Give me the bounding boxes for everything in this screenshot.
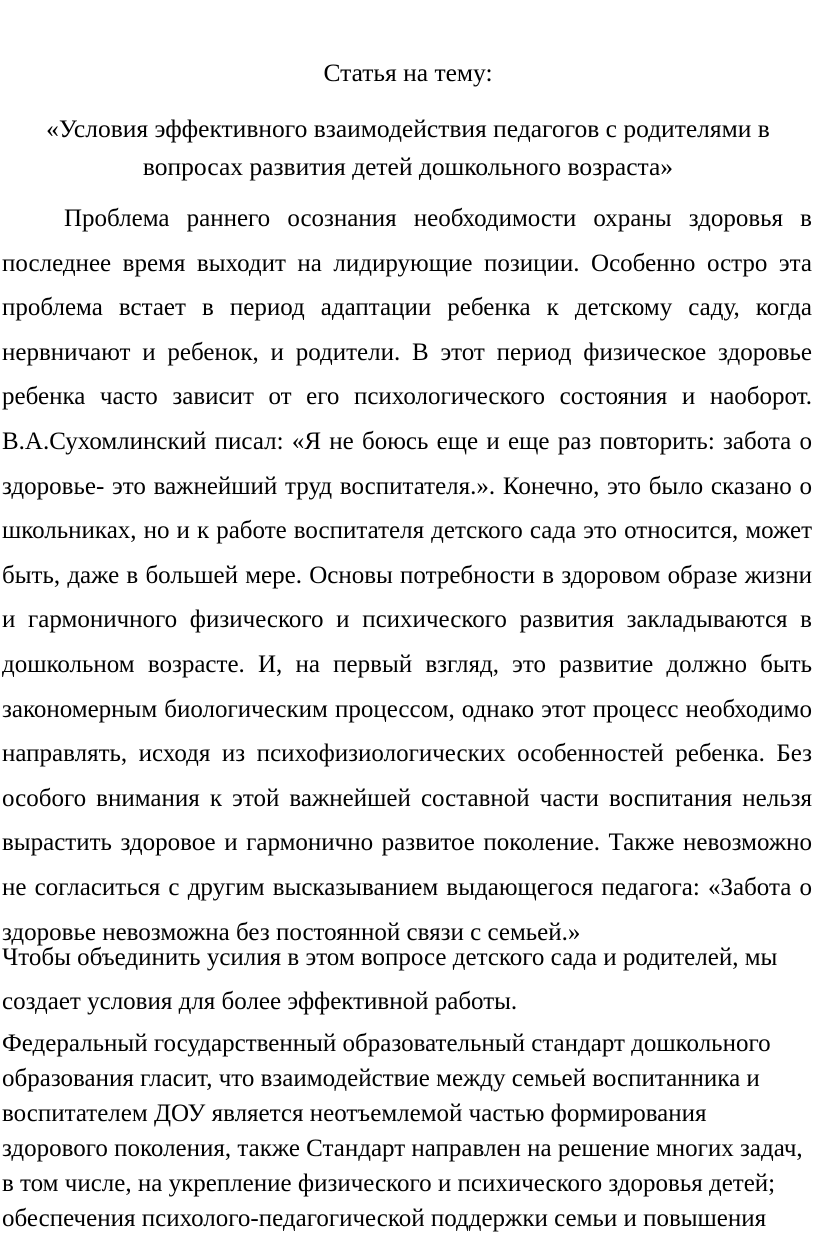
article-title: «Условия эффективного взаимодействия педагогов с родителями в вопросах развития детей дошкольного возраста» [46,114,770,181]
paragraph-joint-efforts: Чтобы объединить усилия в этом вопросе детского сада и родителей, мы создает условия для более эффективной работы. [2,944,778,1015]
article-heading-label: Статья на тему: [323,58,493,87]
paragraph-health-problem: Проблема раннего осознания необходимости охраны здоровья в последнее время выходит на лидирующие позиции. Особенно остро эта проблема встает в период адаптации ребенка к детскому саду, когда нервничают и ребенок, и родители. В этот период физическое здоровье ребенка часто зависит от его психологического состояния и наоборот. В.А.Сухомлинский писал: «Я не боюсь еще и еще раз повторить: забота о здоровье- это важнейший труд воспитателя.». Конечно, это было сказано о школьниках, но и к работе воспитателя детского сада это относится, может быть, даже в большей мере. Основы потребности в здоровом образе жизни и гармоничного физического и психического развития закладываются в дошкольном возрасте. И, на первый взгляд, это развитие должно быть закономерным биологическим процессом, однако этот процесс необходимо направлять, исходя из психофизиологических особенностей ребенка. Без особого внимания к этой важнейшей составной части воспитания нельзя вырастить здоровое и гармонично развитое поколение. Также невозможно не согласиться с другим высказыванием выдающегося педагога: «Забота о здоровье невозможна без постоянной связи с семьей.» [2,205,812,946]
paragraph-fgos-standard: Федеральный государственный образовательный стандарт дошкольного образования гласит, что взаимодействие между семьей воспитанника и воспитателем ДОУ является неотъемлемой частью формирования здорового поколения, также Стандарт направлен на решение многих задач, в том числе, на укрепление физического и психического здоровья детей; обеспечения психолого-педагогической поддержки семьи и повышения [2,1030,803,1232]
